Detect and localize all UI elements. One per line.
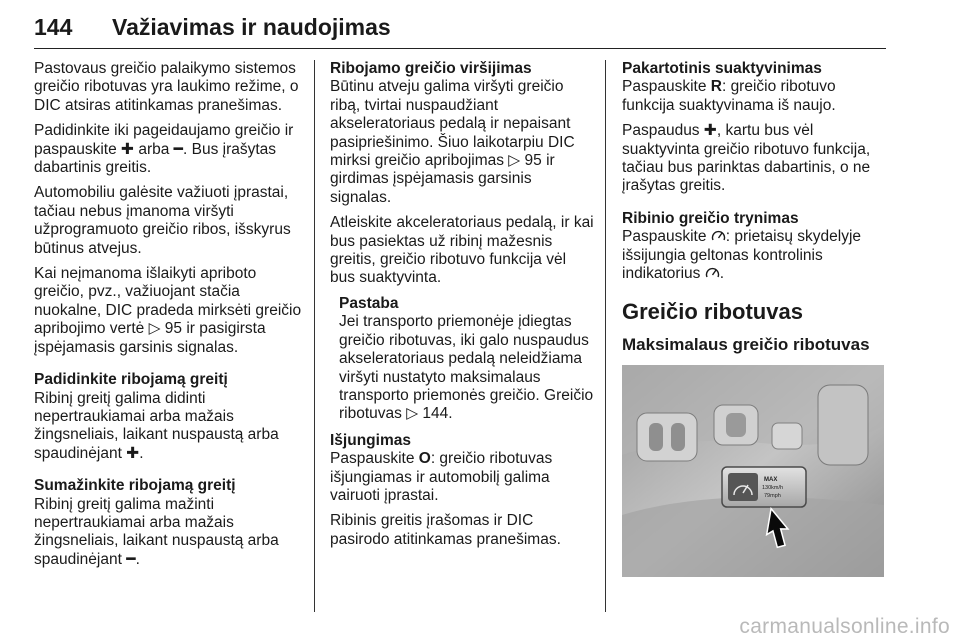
plus-icon: ✚ bbox=[703, 122, 717, 140]
resume-key: R bbox=[710, 78, 722, 96]
plus-icon: ✚ bbox=[121, 140, 135, 158]
column-divider bbox=[314, 60, 315, 612]
page-header bbox=[34, 8, 886, 49]
svg-text:79mph: 79mph bbox=[764, 493, 781, 500]
paragraph: Ribinį greitį galima mažinti nepertraukiamai arba mažais žingsneliais, laikant nuspaustą arba spaudinėjant ━. bbox=[34, 495, 279, 568]
page-title: Važiavimas ir naudojimas bbox=[112, 14, 391, 40]
page-reference-icon: ▷ bbox=[508, 152, 521, 170]
paragraph: Automobiliu galėsite važiuoti įprastai, tačiau nebus įmanoma viršyti užprogramuoto greičio ribos, išskyrus būtinus atvejus. bbox=[34, 184, 291, 257]
watermark: carmanualsonline.info bbox=[739, 615, 950, 638]
paragraph: Paspaudus ✚, kartu bus vėl suaktyvinta greičio ribotuvo funkcija, tačiau bus parinktas dabartinis, o ne įrašytas greitis. bbox=[622, 122, 871, 195]
section-heading: Ribojamo greičio viršijimas bbox=[330, 60, 532, 77]
note-box bbox=[339, 295, 594, 424]
section-heading: Padidinkite ribojamą greitį bbox=[34, 371, 228, 389]
note-title: Pastaba bbox=[339, 294, 399, 312]
section-heading: Išjungimas bbox=[330, 431, 411, 449]
speed-limiter-icon bbox=[711, 229, 726, 242]
minus-icon: ━ bbox=[126, 550, 136, 568]
paragraph: Kai neįmanoma išlaikyti apriboto greičio, pvz., važiuojant stačia nuokalne, DIC pradeda mirksėti greičio apribojimo vertė ▷ 95 ir pasigirsta įspėjamasis garsinis signalas. bbox=[34, 265, 302, 356]
column-2 bbox=[330, 60, 594, 556]
paragraph: Ribinį greitį galima didinti nepertraukiamai arba mažais žingsneliais, laikant nuspaustą arba spaudinėjant ✚. bbox=[34, 389, 279, 462]
paragraph: Būtinu atveju galima viršyti greičio ribą, tvirtai nuspaudžiant akseleratoriaus pedalą ir nepaisant pasipriešinimo. Šiuo laikotarpiu DIC mirksi greičio apribojimas ▷ 95 ir girdimas įspėjamasis garsinis signalas. bbox=[330, 78, 575, 206]
dashboard-switch-photo bbox=[622, 365, 884, 577]
column-3 bbox=[622, 60, 890, 583]
minus-icon: ━ bbox=[173, 140, 184, 158]
section-heading: Sumažinkite ribojamą greitį bbox=[34, 477, 236, 495]
paragraph: Atleiskite akceleratoriaus pedalą, ir kai bus pasiektas už ribinį mažesnis greitis, greičio ribotuvo funkcija vėl bus suaktyvinta. bbox=[330, 214, 594, 287]
speed-limiter-icon bbox=[705, 266, 720, 279]
svg-text:MAX: MAX bbox=[764, 477, 778, 484]
page-reference-icon: ▷ bbox=[148, 320, 161, 338]
paragraph: Ribinis greitis įrašomas ir DIC pasirodo atitinkamas pranešimas. bbox=[330, 512, 561, 548]
section-heading: Ribinio greičio trynimas bbox=[622, 209, 799, 227]
paragraph: Paspauskite : prietaisų skydelyje išsijungia geltonas kontrolinis indikatorius . bbox=[622, 228, 862, 283]
section-heading: Pakartotinis suaktyvinimas bbox=[622, 60, 822, 77]
svg-text:130km/h: 130km/h bbox=[762, 485, 784, 492]
column-divider bbox=[605, 60, 606, 612]
paragraph: Paspauskite R: greičio ribotuvo funkcija suaktyvinama iš naujo. bbox=[622, 78, 836, 114]
note-text: Jei transporto priemonėje įdiegtas greičio ribotuvas, iki galo nuspaudus akseleratoriaus pedalą neleidžiama viršyti nustatyto maksimalaus transporto priemonės greičio. Greičio ribotuvas ▷ 144. bbox=[339, 313, 594, 423]
off-icon: O bbox=[418, 450, 431, 468]
subsection-heading: Maksimalaus greičio ribotuvas bbox=[622, 335, 870, 355]
page-reference-icon: ▷ bbox=[406, 405, 419, 423]
paragraph: Pastovaus greičio palaikymo sistemos greičio ribotuvas yra laukimo režime, o DIC atsiras atitinkamas pranešimas. bbox=[34, 60, 299, 114]
paragraph: Paspauskite O: greičio ribotuvas išjungiamas ir automobilį galima vairuoti įprastai. bbox=[330, 450, 553, 504]
column-1 bbox=[34, 60, 306, 576]
page-number: 144 bbox=[34, 14, 73, 40]
chapter-heading: Greičio ribotuvas bbox=[622, 299, 803, 325]
paragraph: Padidinkite iki pageidaujamo greičio ir paspauskite ✚ arba ━. Bus įrašytas dabartinis greitis. bbox=[34, 122, 294, 177]
plus-icon: ✚ bbox=[126, 444, 140, 462]
